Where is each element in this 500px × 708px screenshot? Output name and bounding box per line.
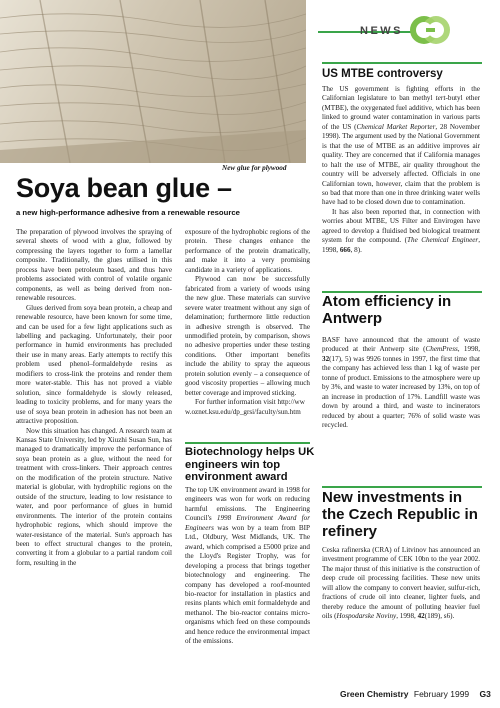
mtbe-article-title: US MTBE controversy bbox=[322, 68, 443, 80]
page-footer bbox=[340, 689, 491, 699]
biotech-paragraph: The top UK environment award in 1998 for engineers was won for work on reducing harmful emissions. The Engineering Council's 1998 Environment Award for Engineers was won by a team from BIP Ltd., Oldbury, West Midlands, UK. The award, which comprised a £5000 prize and the Lloyd's Register Trophy, was for developing a process that brings together biotechnology and engineering. The company has developed a roof-mounted bio-reactor for installation in plastics and resins plants which emit formaldehyde and methanol. The bio-reactor contains micro-organisms which feed on these compounds and hence reduce the environmental impact of the emissions. bbox=[185, 486, 310, 646]
photo-caption: New glue for plywood bbox=[222, 164, 287, 172]
antwerp-article-title: Atom efficiency in Antwerp bbox=[322, 293, 452, 327]
czech-article-body bbox=[322, 546, 480, 622]
main-article-column-1 bbox=[16, 228, 172, 568]
czech-rule bbox=[322, 486, 482, 488]
main-article-title: Soya bean glue – bbox=[16, 173, 232, 203]
mtbe-rule bbox=[322, 62, 482, 64]
biotech-article-title: Biotechnology helps UK engineers win top environment award bbox=[185, 446, 315, 483]
footer-journal-name: Green Chemistry bbox=[340, 689, 409, 699]
mtbe-article-body bbox=[322, 85, 480, 255]
main-article-paragraph: The preparation of plywood involves the spraying of several sheets of wood with a glue, followed by compressing the layers together to form a lamellar composite. Traditionally, the glues utilised in this process have been petroleum based, and thus have problems associated with control of volatile organic components, as well as being derived from non-renewable resources. bbox=[16, 228, 172, 303]
biotech-rule bbox=[185, 442, 310, 444]
antwerp-article-body bbox=[322, 336, 480, 431]
main-article-paragraph: exposure of the hydrophobic regions of the protein. These changes enhance the performance of the protein dramatically, and make it into a very promising candidate in a variety of applications. bbox=[185, 228, 310, 274]
main-article-paragraph: Plywood can now be successfully fabricated from a variety of woods using the new glue. These materials can survive severe water treatment without any sign of delamination; furthermore little reduction in adhesive strength is observed. The unmodified protein, by comparison, shows no adhesive properties under these testing conditions. Other important benefits include the ability to spray the aqueous protein solution evenly – a consequence of good viscosity properties – allowing much better coverage and improved sticking. bbox=[185, 275, 310, 397]
czech-paragraph: Ceska rafinerska (CRA) of Litvinov has announced an investment programme of CEK 10bn to the year 2002. The major thrust of this initiative is the construction of deep crude oil processing facilities. These new units will allow the company to convert heavier, sulfur-rich, fractions of crude oil into cleaner, lighter fuels, and thereby reduce the amount of polluting heavier fuel oils (Hospodarske Noviny, 1998, 42(189), s6). bbox=[322, 546, 480, 621]
footer-page-number: G3 bbox=[479, 689, 491, 699]
main-article-paragraph: Glues derived from soya bean protein, a cheap and renewable resource, have been known for some time, and can be used for a few light applications such as labelling and packaging. Unfortunately, their poor performance in humid environments has precluded their use in many areas. Early attempts to rectify this problem used phenol–formaldehyde resins as modifiers to cross-link the proteins and render them more water-stable. This has not proved a viable solution, since formaldehyde is slowly released, leading to toxicity problems, and for many years the use of soya bean protein in adhesion has not been an attractive proposition. bbox=[16, 303, 172, 426]
biotech-article-body bbox=[185, 486, 310, 647]
antwerp-paragraph: BASF have announced that the amount of waste produced at their Antwerp site (ChemPress, 1998, 32(17), 5) was 9926 tonnes in 1997, the first time that the company has achieved less than 1 kg of waste per tonne of product. Emissions to the atmosphere were up by 3%, and waste to water increased by 13%, on top of an increase in production of 17%. Landfill waste was down by around a third, and waste to incinerators reduced by about a quarter; 76% of solid waste was recycled. bbox=[322, 336, 480, 430]
czech-article-title: New investments in the Czech Republic in refinery bbox=[322, 489, 478, 540]
green-chemistry-logo bbox=[408, 12, 452, 48]
mtbe-paragraph: The US government is fighting efforts in the Californian legislature to ban methyl tert-butyl ether (MTBE), the oxygenated fuel additive, which has been linked to ground water contamination in various parts of the US (Chemical Market Reporter, 28 November 1998). The argument used by the National Government is that the use of MTBE as an additive improves air quality. They are concerned that if California manages to halt the use of MTBE, air quality throughout the country will be adversely affected. Officials in one Californian town, however, claim that the problem is so bad that more than one in three drinking water wells have had to be closed down due to contamination. bbox=[322, 85, 480, 207]
main-article-column-2 bbox=[185, 228, 310, 417]
further-info-link[interactable]: For further information visit http://www.oznet.ksu.edu/dp_grsi/faculty/sun.htm bbox=[185, 398, 305, 416]
news-section-label: NEWS bbox=[360, 25, 403, 37]
plywood-photo bbox=[0, 0, 306, 163]
main-article-subtitle: a new high-performance adhesive from a renewable resource bbox=[16, 208, 240, 217]
mtbe-paragraph: It has also been reported that, in connection with worries about MTBE, US Filter and Envirogen have agreed to develop a fluidised bed biological treatment system for the compound. (The Chemical Engineer, 1998, 666, 8). bbox=[322, 207, 480, 254]
footer-issue: February 1999 bbox=[413, 689, 470, 699]
main-article-paragraph: Now this situation has changed. A research team at Kansas State University, led by Xiuzhi Susan Sun, has managed to dramatically improve the performance of soya bean protein as a glue, without the need for treatment with cross-linkers. Their approach centres on the modification of the protein structure. Native material is globular, with hydrophilic regions on the outside of the structure, leading to low resistance to water, and poor performance of glues in humid environments. The interior of the protein contains hydrophobic regions, which should improve the water-resistance of the material. Sun's approach has been to effect structural changes to the protein, converting it from a globular to a partial random coil form, resulting in the bbox=[16, 426, 172, 567]
